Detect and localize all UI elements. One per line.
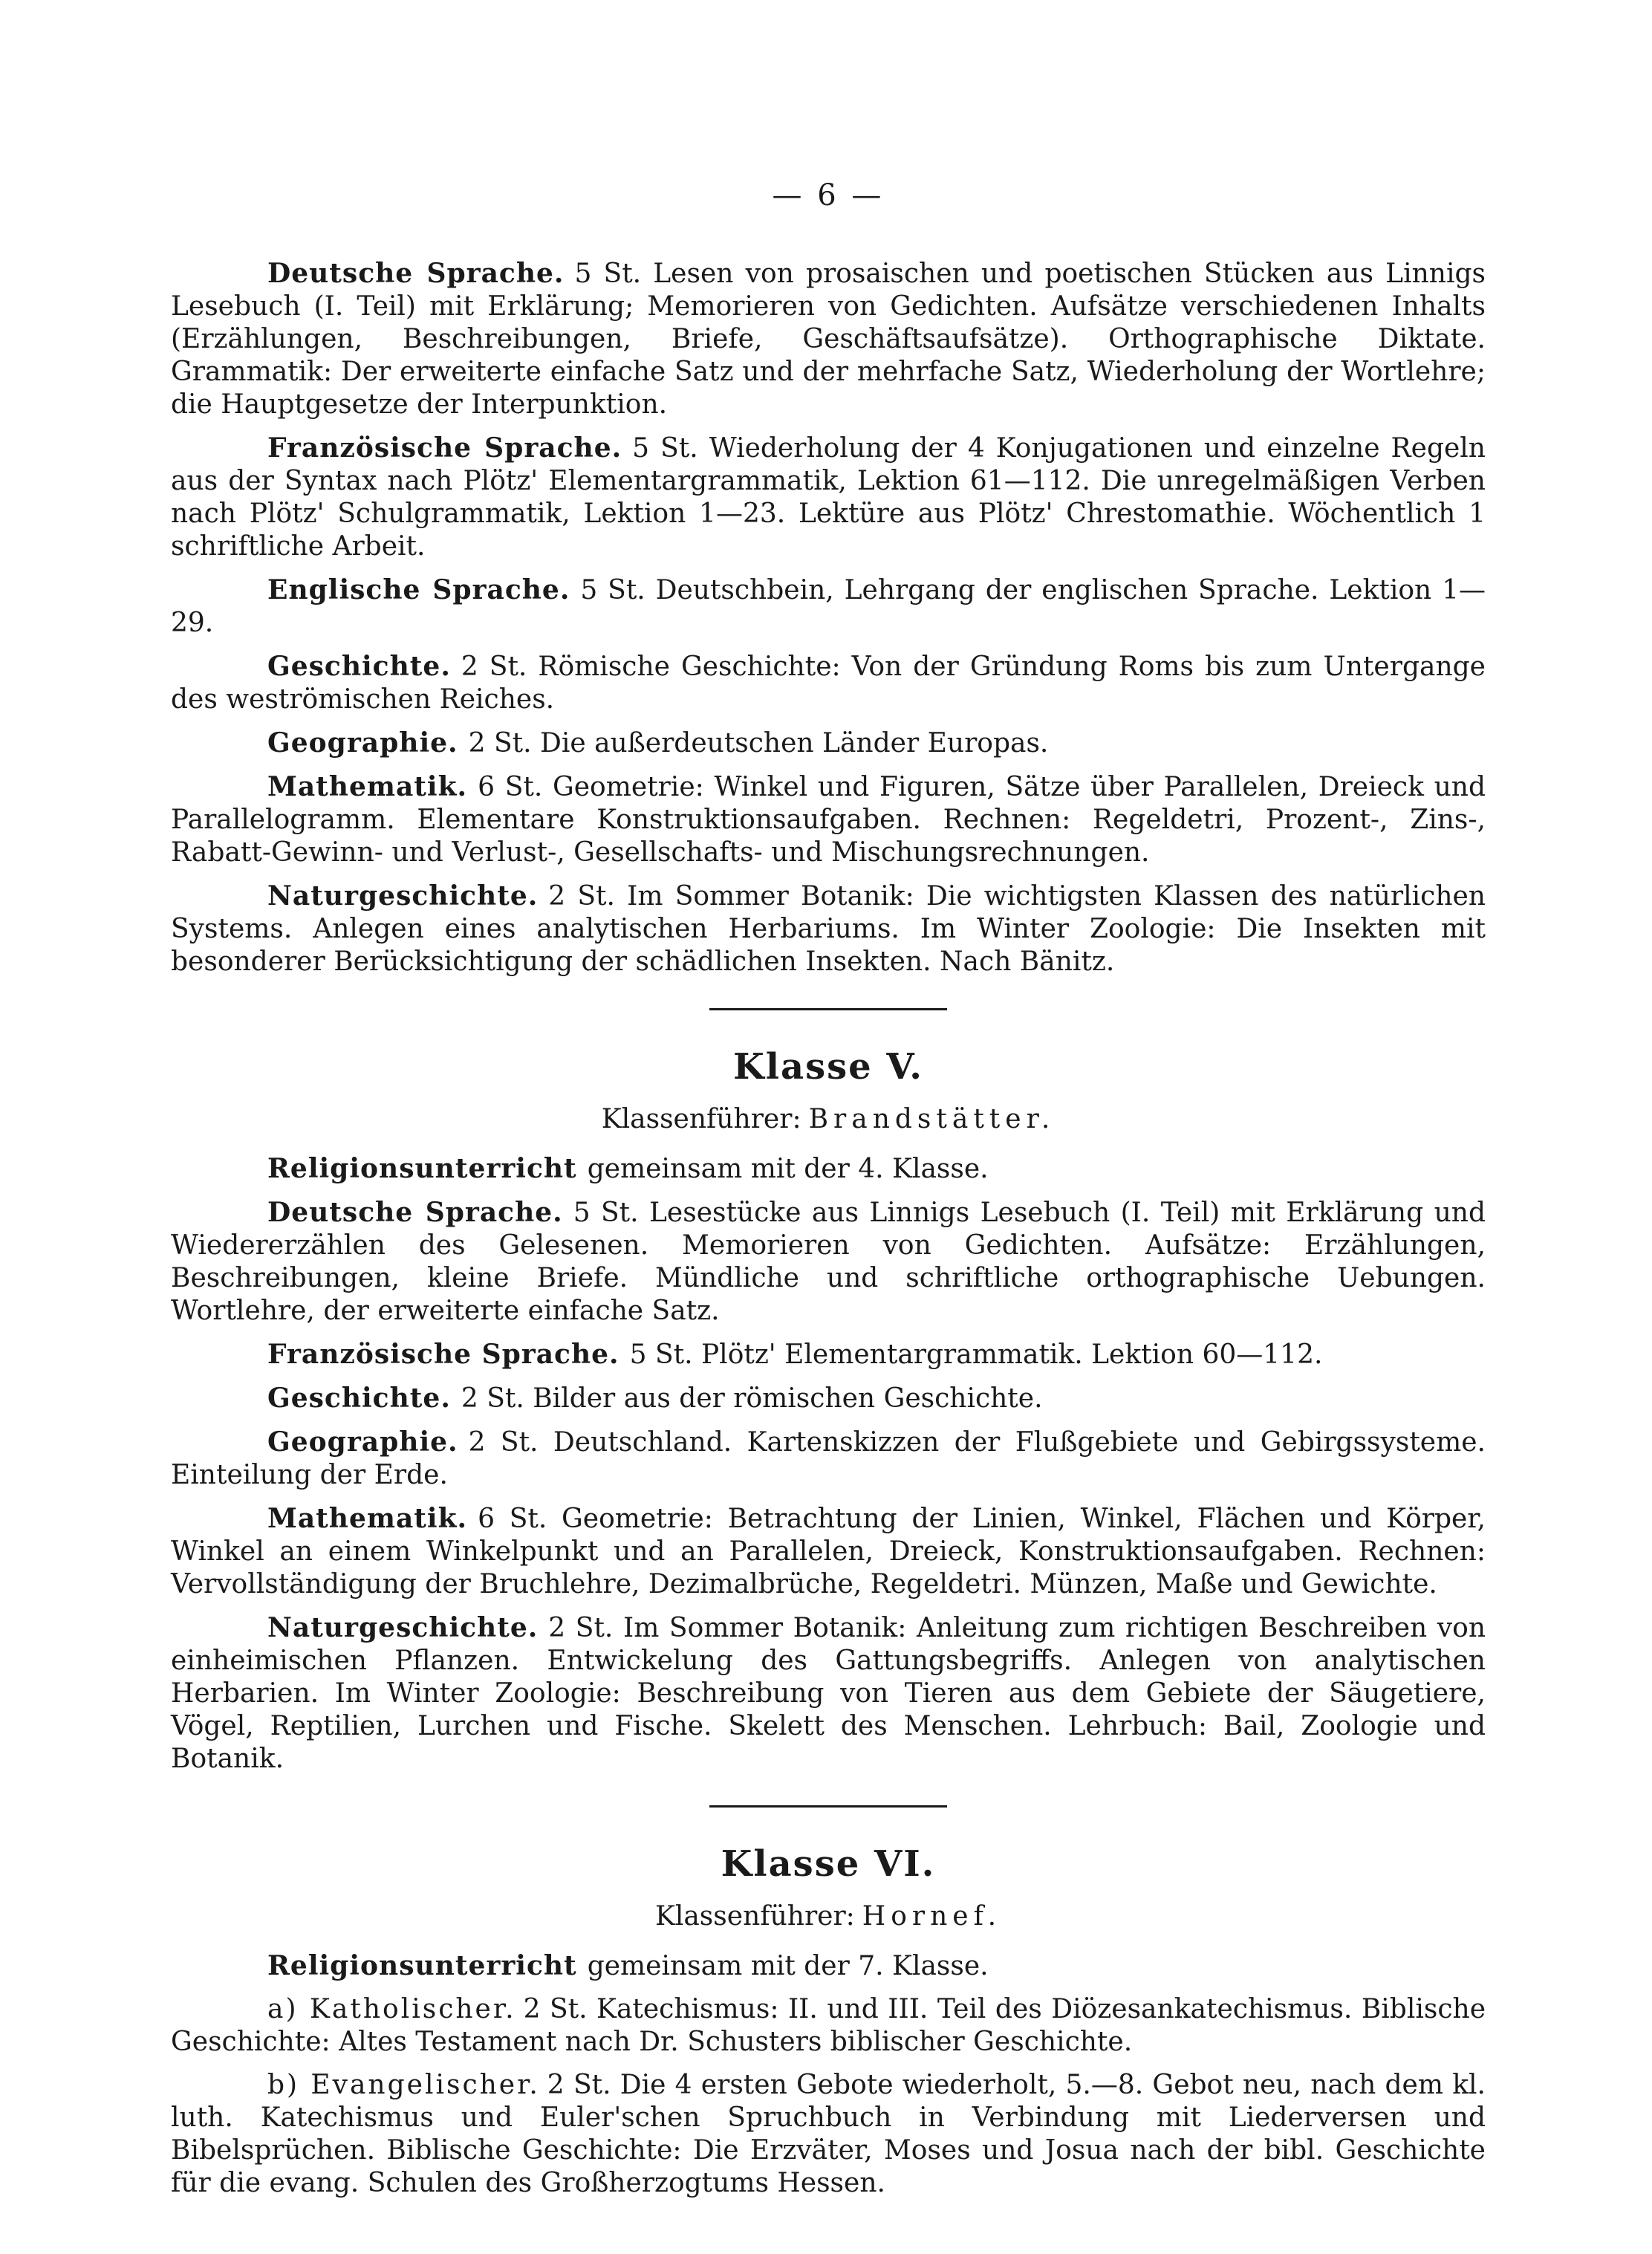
subject-text: 5 St. Lesestücke aus Linnigs Lesebuch (I. Teil) mit Erklärung und Wiedererzählen des Gelesenen. Memorieren von Gedichten. Aufsätze: Erzählungen, Beschreibungen, kleine Briefe. Mündliche und schriftliche orthographische Uebungen. Wortlehre, der erweiterte einfache Satz. bbox=[171, 1198, 1486, 1326]
subject-text: 5 St. Plötz' Elementargrammatik. Lektion 60—112. bbox=[629, 1339, 1323, 1370]
subject-heading: Religionsunterricht bbox=[267, 1950, 577, 1981]
subject-heading: Französische Sprache. bbox=[267, 1339, 620, 1370]
subject-paragraph bbox=[171, 650, 1486, 716]
subject-heading: Geschichte. bbox=[267, 1383, 451, 1414]
subject-paragraph bbox=[171, 1949, 1486, 1983]
page-number: — 6 — bbox=[772, 178, 885, 212]
subject-heading: Deutsche Sprache. bbox=[267, 258, 565, 289]
subject-text: 2 St. Im Sommer Botanik: Die wichtigsten Klassen des natürlichen Systems. Anlegen eines analytischen Herbariums. Im Winter Zoologie: Die Insekten mit besonderer Berücksichtigung der schädlichen Insekten. Nach Bänitz. bbox=[171, 881, 1486, 977]
subject-paragraph bbox=[171, 1426, 1486, 1492]
section-klasse-v bbox=[171, 1046, 1486, 1776]
subject-subparagraph bbox=[171, 2069, 1486, 2200]
class-teacher-name: Brandstätter. bbox=[808, 1104, 1056, 1134]
document-page bbox=[171, 178, 1486, 2210]
subject-text: 5 St. Lesen von prosaischen und poetischen Stücken aus Linnigs Lesebuch (I. Teil) mit Erklärung; Memorieren von Gedichten. Aufsätze verschiedenen Inhalts (Erzählungen, Beschreibungen, Briefe, Geschäftsaufsätze). Orthographische Diktate. Grammatik: Der erweiterte einfache Satz und der mehrfache Satz, Wiederholung der Wortlehre; die Hauptgesetze der Interpunktion. bbox=[171, 259, 1486, 420]
subject-paragraph bbox=[171, 257, 1486, 421]
class-teacher-label: Klassenführer: bbox=[654, 1901, 855, 1932]
subject-text: 5 St. Deutschbein, Lehrgang der englischen Sprache. Lektion 1—29. bbox=[171, 575, 1486, 638]
section-divider bbox=[709, 1805, 947, 1808]
subject-sublabel: a) Katholischer. bbox=[267, 1994, 516, 2024]
subject-text: 2 St. Im Sommer Botanik: Anleitung zum richtigen Beschreiben von einheimischen Pflanzen. Entwickelung des Gattungsbegriffs. Anlegen von analytischen Herbarien. Im Winter Zoologie: Beschreibung von Tieren aus dem Gebiete der Säugetiere, Vögel, Reptilien, Lurchen und Fische. Skelett des Menschen. Lehrbuch: Bail, Zoologie und Botanik. bbox=[171, 1613, 1486, 1774]
subject-paragraph bbox=[171, 770, 1486, 869]
subject-heading: Deutsche Sprache. bbox=[267, 1197, 563, 1228]
subject-text: gemeinsam mit der 4. Klasse. bbox=[587, 1154, 989, 1184]
section-klasse-vi bbox=[171, 1843, 1486, 2200]
subject-sublabel: b) Evangelischer. bbox=[267, 2070, 540, 2100]
subject-paragraph bbox=[171, 1338, 1486, 1371]
class-teacher-label: Klassenführer: bbox=[601, 1104, 801, 1134]
subject-heading: Englische Sprache. bbox=[267, 574, 570, 605]
subject-text: 2 St. Deutschland. Kartenskizzen der Flußgebiete und Gebirgssysteme. Einteilung der Erde. bbox=[171, 1427, 1486, 1490]
subject-subparagraph bbox=[171, 1993, 1486, 2059]
subject-heading: Geschichte. bbox=[267, 651, 451, 682]
subject-text: 5 St. Wiederholung der 4 Konjugationen und einzelne Regeln aus der Syntax nach Plötz' Elementargrammatik, Lektion 61—112. Die unregelmäßigen Verben nach Plötz' Schulgrammatik, Lektion 1—23. Lektüre aus Plötz' Chrestomathie. Wöchentlich 1 schriftliche Arbeit. bbox=[171, 433, 1486, 562]
class-title: Klasse VI. bbox=[721, 1843, 936, 1885]
subject-heading: Mathematik. bbox=[267, 1503, 468, 1534]
subject-paragraph bbox=[171, 1152, 1486, 1186]
subject-text: 2 St. Die außerdeutschen Länder Europas. bbox=[468, 728, 1049, 759]
subject-text: 2 St. Römische Geschichte: Von der Gründung Roms bis zum Untergange des weströmischen Reiches. bbox=[171, 652, 1486, 715]
subject-text: 6 St. Geometrie: Betrachtung der Linien, Winkel, Flächen und Körper, Winkel an einem Winkelpunkt und an Parallelen, Dreieck, Konstruktionsaufgaben. Rechnen: Vervollständigung der Bruchlehre, Dezimalbrüche, Regeldetri. Münzen, Maße und Gewichte. bbox=[171, 1504, 1486, 1599]
subject-paragraph bbox=[171, 1196, 1486, 1328]
subject-heading: Geographie. bbox=[267, 1426, 458, 1458]
class-title: Klasse V. bbox=[733, 1046, 923, 1088]
subject-paragraph bbox=[171, 1611, 1486, 1776]
subject-text: 2 St. Katechismus: II. und III. Teil des Diözesankatechismus. Biblische Geschichte: Altes Testament nach Dr. Schusters biblischer Geschichte. bbox=[171, 1994, 1486, 2057]
class-teacher-name: Hornef. bbox=[862, 1901, 1002, 1932]
subject-heading: Naturgeschichte. bbox=[267, 880, 539, 912]
subject-heading: Naturgeschichte. bbox=[267, 1612, 539, 1643]
class-teacher bbox=[171, 1901, 1486, 1932]
section-top bbox=[171, 257, 1486, 978]
subject-text: 6 St. Geometrie: Winkel und Figuren, Sätze über Parallelen, Dreieck und Parallelogramm. Elementare Konstruktionsaufgaben. Rechnen: Regeldetri, Prozent-, Zins-, Rabatt-Gewinn- und Verlust-, Gesellschafts- und Mischungsrechnungen. bbox=[171, 772, 1486, 868]
subject-paragraph bbox=[171, 727, 1486, 760]
subject-text: 2 St. Die 4 ersten Gebote wiederholt, 5.—8. Gebot neu, nach dem kl. luth. Katechismus und Euler'schen Spruchbuch in Verbindung mit Liederversen und Bibelsprüchen. Biblische Geschichte: Die Erzväter, Moses und Josua nach der bibl. Geschichte für die evang. Schulen des Großherzogtums Hessen. bbox=[171, 2070, 1486, 2198]
subject-heading: Religionsunterricht bbox=[267, 1153, 577, 1184]
subject-heading: Mathematik. bbox=[267, 771, 468, 802]
subject-text: 2 St. Bilder aus der römischen Geschichte. bbox=[461, 1383, 1043, 1414]
subject-paragraph bbox=[171, 574, 1486, 640]
section-divider bbox=[709, 1008, 947, 1010]
subject-heading: Geographie. bbox=[267, 727, 458, 759]
subject-paragraph bbox=[171, 1382, 1486, 1415]
subject-paragraph bbox=[171, 432, 1486, 563]
subject-text: gemeinsam mit der 7. Klasse. bbox=[587, 1951, 989, 1981]
class-teacher bbox=[171, 1104, 1486, 1134]
subject-paragraph bbox=[171, 1502, 1486, 1601]
subject-paragraph bbox=[171, 880, 1486, 978]
subject-heading: Französische Sprache. bbox=[267, 432, 622, 464]
